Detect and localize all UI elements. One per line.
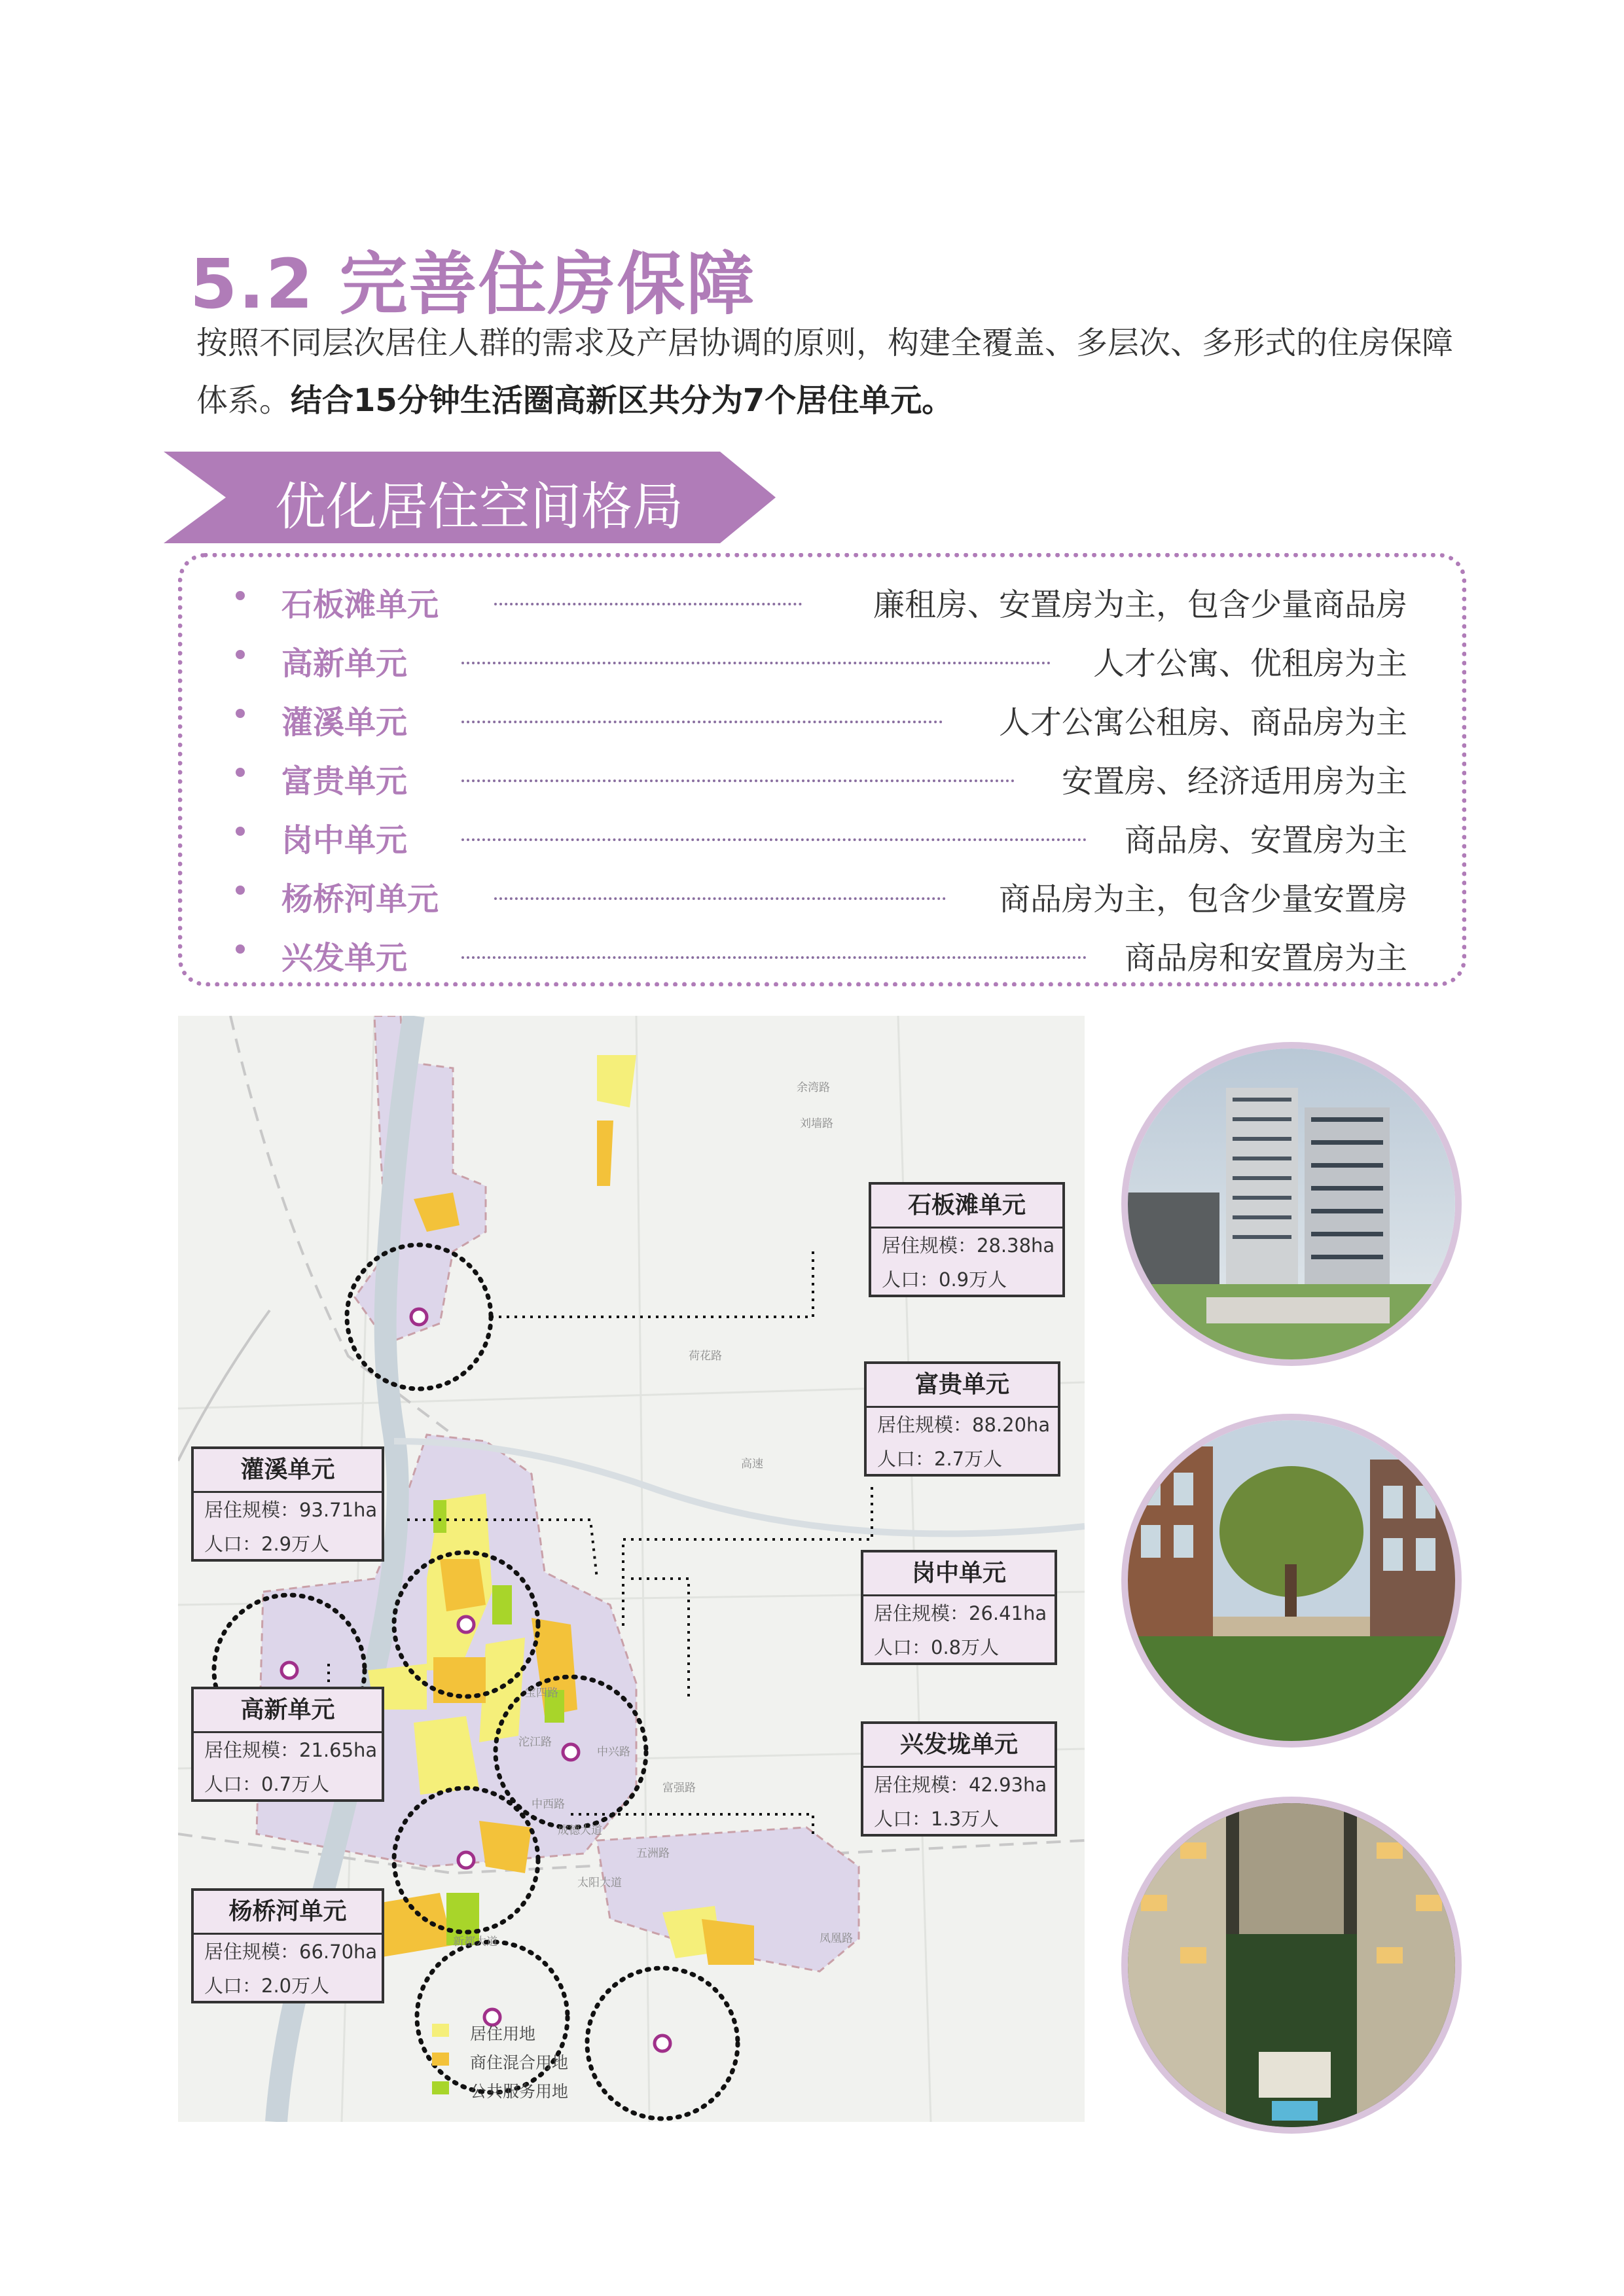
bullet-icon xyxy=(236,709,245,718)
road-label: 沱江路 xyxy=(518,1736,552,1748)
unit-desc: 人才公寓、优租房为主 xyxy=(1092,645,1407,682)
callout-shibantan xyxy=(869,1182,1065,1297)
leader-dots xyxy=(494,897,946,900)
bullet-icon xyxy=(236,944,245,954)
road-label: 刘墙路 xyxy=(800,1117,833,1130)
legend-swatch xyxy=(432,2024,449,2037)
road-label: 中兴路 xyxy=(597,1746,630,1758)
unit-name: 岗中单元 xyxy=(281,822,408,859)
callout-yangqiaohe xyxy=(191,1888,384,2003)
road-label: 荷花路 xyxy=(689,1350,722,1362)
road-label: 成德大道 xyxy=(558,1824,602,1837)
callout-title: 兴发垅单元 xyxy=(863,1724,1055,1768)
page-title: 5.2 完善住房保障 xyxy=(190,244,756,324)
bullet-icon xyxy=(236,886,245,895)
callout-scale: 居住规模：88.20ha xyxy=(877,1414,1051,1436)
leader-dots xyxy=(461,780,1015,782)
callout-title: 灌溪单元 xyxy=(194,1449,382,1493)
callout-scale: 居住规模：21.65ha xyxy=(204,1739,378,1761)
callout-title: 杨桥河单元 xyxy=(194,1891,382,1935)
callout-title: 富贵单元 xyxy=(867,1364,1058,1408)
callout-scale: 居住规模：26.41ha xyxy=(874,1602,1047,1624)
unit-desc: 商品房、安置房为主 xyxy=(1124,822,1407,859)
legend-swatch xyxy=(432,2053,449,2066)
unit-desc: 安置房、经济适用房为主 xyxy=(1061,763,1407,800)
intro-bold: 结合15分钟生活圈高新区共分为7个居住单元。 xyxy=(291,382,954,419)
banner-label: 优化居住空间格局 xyxy=(275,478,684,537)
road-label: 高速 xyxy=(741,1458,763,1470)
unit-desc: 商品房和安置房为主 xyxy=(1124,940,1407,977)
callout-scale: 居住规模：28.38ha xyxy=(882,1234,1055,1257)
road-label: 太阳大道 xyxy=(577,1876,622,1889)
callout-guanxi xyxy=(191,1446,384,1562)
apartment-complex-photo xyxy=(1121,1797,1462,2134)
bullet-icon xyxy=(236,591,245,600)
leader-dots xyxy=(461,838,1087,841)
legend-swatch xyxy=(432,2081,449,2094)
unit-name: 杨桥河单元 xyxy=(281,881,439,918)
callout-pop: 人口：2.0万人 xyxy=(204,1975,330,1997)
road-label: 中西路 xyxy=(532,1798,565,1810)
unit-name: 高新单元 xyxy=(281,645,408,682)
unit-row xyxy=(236,579,1407,623)
callout-pop: 人口：0.9万人 xyxy=(882,1268,1007,1291)
callout-title: 岗中单元 xyxy=(863,1552,1055,1596)
callout-scale: 居住规模：66.70ha xyxy=(204,1941,378,1963)
unit-row xyxy=(236,697,1407,741)
bullet-icon xyxy=(236,827,245,836)
road-label: 余湾路 xyxy=(797,1081,830,1094)
unit-name: 富贵单元 xyxy=(281,763,408,800)
callout-pop: 人口：2.7万人 xyxy=(877,1448,1003,1470)
leader-dots xyxy=(461,721,943,723)
unit-name: 灌溪单元 xyxy=(281,704,408,741)
leader-dots xyxy=(461,956,1087,959)
road-label: 宝四路 xyxy=(525,1687,558,1699)
intro-paragraph xyxy=(196,314,1473,429)
legend-label: 居住用地 xyxy=(470,2024,536,2043)
callout-gangzhong xyxy=(861,1550,1057,1665)
road-label: 凤凰路 xyxy=(820,1932,853,1945)
callout-pop: 人口：2.9万人 xyxy=(204,1533,330,1555)
residential-towers-photo xyxy=(1121,1042,1462,1366)
callout-title: 石板滩单元 xyxy=(871,1185,1062,1229)
road-label: 新都大道 xyxy=(453,1935,497,1948)
bullet-icon xyxy=(236,650,245,659)
unit-desc: 廉租房、安置房为主，包含少量商品房 xyxy=(873,586,1407,623)
leader-dots xyxy=(494,603,802,605)
callout-pop: 人口：0.8万人 xyxy=(874,1636,1000,1659)
unit-row xyxy=(236,874,1407,918)
road-label: 五洲路 xyxy=(636,1847,670,1859)
callout-scale: 居住规模：93.71ha xyxy=(204,1499,378,1521)
intro-text: 按照不同层次居住人群的需求及产居协调的原则，构建全覆盖、多层次、多形式的住房保障体系。 xyxy=(196,325,1454,419)
road-label: 富强路 xyxy=(662,1782,696,1794)
unit-row xyxy=(236,756,1407,800)
unit-desc: 人才公寓公租房、商品房为主 xyxy=(998,704,1407,741)
leader-dots xyxy=(461,662,1051,664)
unit-desc: 商品房为主，包含少量安置房 xyxy=(998,881,1407,918)
callout-scale: 居住规模：42.93ha xyxy=(874,1774,1047,1796)
unit-row xyxy=(236,933,1407,977)
callout-fugui xyxy=(864,1361,1060,1477)
bullet-icon xyxy=(236,768,245,777)
callout-pop: 人口：0.7万人 xyxy=(204,1773,330,1795)
unit-row xyxy=(236,638,1407,682)
legend-label: 商住混合用地 xyxy=(470,2053,569,2072)
unit-name: 石板滩单元 xyxy=(281,586,439,623)
unit-name: 兴发单元 xyxy=(281,940,408,977)
unit-row xyxy=(236,815,1407,859)
callout-title: 高新单元 xyxy=(194,1689,382,1733)
courtyard-garden-photo xyxy=(1121,1414,1462,1748)
legend-label: 公共服务用地 xyxy=(470,2082,569,2101)
callout-xingfa xyxy=(861,1721,1057,1837)
callout-gaoxin xyxy=(191,1687,384,1802)
callout-pop: 人口：1.3万人 xyxy=(874,1808,1000,1830)
